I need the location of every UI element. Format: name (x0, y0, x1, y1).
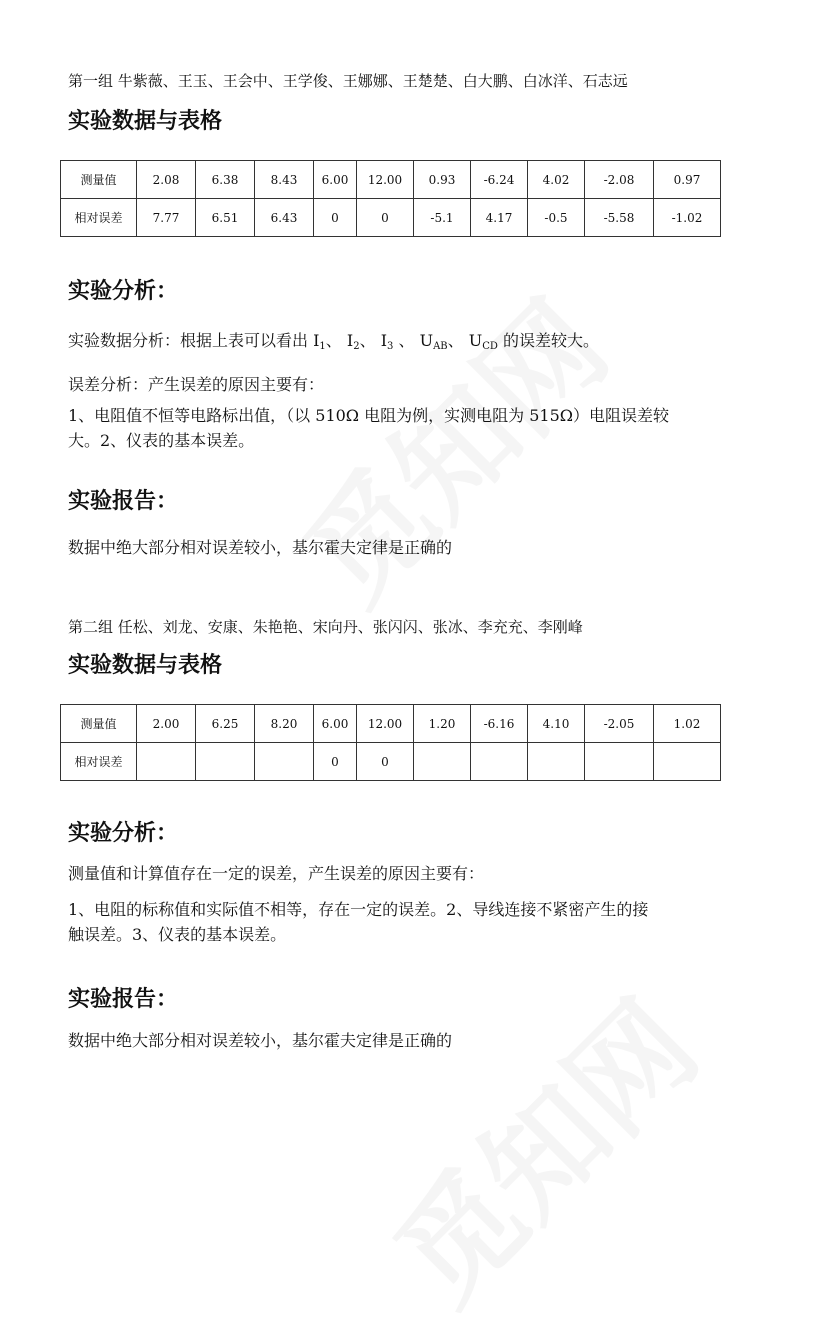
table-row (61, 743, 721, 781)
table-row (61, 705, 721, 743)
row-label: 相对误差 (61, 199, 137, 237)
table-cell: -5.58 (585, 199, 654, 237)
group2-data-table (60, 704, 721, 781)
table-cell: -6.16 (471, 705, 528, 743)
uab-subscript: AB (433, 341, 448, 352)
table-cell: -1.02 (654, 199, 721, 237)
group1-error-detail-2: 大。2、仪表的基本误差。 (68, 431, 255, 450)
group1-data-table (60, 160, 721, 237)
group1-error-detail-1: 1、电阻值不恒等电路标出值，（以 510Ω 电阻为例，实测电阻为 515Ω）电阻误差较 (68, 406, 670, 425)
table-cell (414, 743, 471, 781)
group1-error-line: 误差分析：产生误差的原因主要有： (68, 375, 325, 394)
table-cell: -6.24 (471, 161, 528, 199)
table-cell: 8.43 (255, 161, 314, 199)
table-cell: 4.02 (528, 161, 585, 199)
table-cell (654, 743, 721, 781)
table-cell: 1.20 (414, 705, 471, 743)
separator: 、 (393, 331, 420, 350)
table-cell: -5.1 (414, 199, 471, 237)
group1-report-heading: 实验报告： (68, 489, 179, 514)
group2-report-text: 数据中绝大部分相对误差较小，基尔霍夫定律是正确的 (68, 1031, 453, 1050)
table-cell: 1.02 (654, 705, 721, 743)
group2-detail-2: 触误差。3、仪表的基本误差。 (68, 925, 287, 944)
table-cell: 6.38 (196, 161, 255, 199)
separator: 、 (447, 331, 469, 350)
row-label: 测量值 (61, 705, 137, 743)
table-cell: -2.08 (585, 161, 654, 199)
i1-symbol: I (313, 331, 320, 350)
table-cell (196, 743, 255, 781)
table-cell: 6.00 (314, 161, 357, 199)
group1-analysis-line (68, 328, 599, 352)
table-cell: 0.93 (414, 161, 471, 199)
table-cell: 6.00 (314, 705, 357, 743)
separator: 、 (325, 331, 347, 350)
watermark (262, 258, 638, 634)
table-cell (585, 743, 654, 781)
table-cell: 0.97 (654, 161, 721, 199)
ucd-symbol: U (468, 331, 483, 350)
table-cell: 6.25 (196, 705, 255, 743)
table-cell: 6.51 (196, 199, 255, 237)
table-cell: 0 (314, 743, 357, 781)
table-cell: 4.17 (471, 199, 528, 237)
separator: 、 (359, 331, 381, 350)
i2-subscript: 2 (353, 341, 360, 352)
row-label: 测量值 (61, 161, 137, 199)
i3-subscript: 3 (387, 341, 394, 352)
table-cell: 0 (357, 199, 414, 237)
i3-symbol: I (380, 331, 388, 350)
table-cell: 6.43 (255, 199, 314, 237)
group2-members: 第二组 任松、刘龙、安康、朱艳艳、宋向丹、张闪闪、张冰、李充充、李刚峰 (68, 618, 583, 636)
table-cell: 2.08 (137, 161, 196, 199)
table-cell: 0 (357, 743, 414, 781)
table-cell: -0.5 (528, 199, 585, 237)
analysis-suffix: 的误差较大。 (497, 331, 599, 350)
table-cell (528, 743, 585, 781)
ucd-subscript: CD (482, 341, 498, 352)
table-cell: 4.10 (528, 705, 585, 743)
group1-members: 第一组 牛紫薇、王玉、王会中、王学俊、王娜娜、王楚楚、白大鹏、白冰洋、石志远 (68, 72, 628, 90)
table-cell: 2.00 (137, 705, 196, 743)
group1-analysis-heading: 实验分析： (68, 279, 179, 304)
table-cell (137, 743, 196, 781)
table-cell: 7.77 (137, 199, 196, 237)
group2-analysis-heading: 实验分析： (68, 821, 179, 846)
table-cell: 12.00 (357, 705, 414, 743)
group1-table-heading: 实验数据与表格 (68, 109, 223, 134)
row-label: 相对误差 (61, 743, 137, 781)
analysis-prefix: 实验数据分析：根据上表可以看出 (68, 331, 314, 350)
table-cell (255, 743, 314, 781)
table-cell: 12.00 (357, 161, 414, 199)
table-cell: -2.05 (585, 705, 654, 743)
table-cell: 0 (314, 199, 357, 237)
group2-analysis-line: 测量值和计算值存在一定的误差，产生误差的原因主要有： (68, 864, 485, 883)
group2-report-heading: 实验报告： (68, 987, 179, 1012)
i2-symbol: I (346, 331, 354, 350)
i1-subscript: 1 (319, 341, 326, 352)
watermark (352, 958, 728, 1334)
table-cell (471, 743, 528, 781)
group1-report-text: 数据中绝大部分相对误差较小，基尔霍夫定律是正确的 (68, 538, 453, 557)
table-row (61, 161, 721, 199)
table-cell: 8.20 (255, 705, 314, 743)
table-row (61, 199, 721, 237)
group2-detail-1: 1、电阻的标称值和实际值不相等，存在一定的误差。2、导线连接不紧密产生的接 (68, 900, 649, 919)
uab-symbol: U (419, 331, 434, 350)
group2-table-heading: 实验数据与表格 (68, 653, 223, 678)
